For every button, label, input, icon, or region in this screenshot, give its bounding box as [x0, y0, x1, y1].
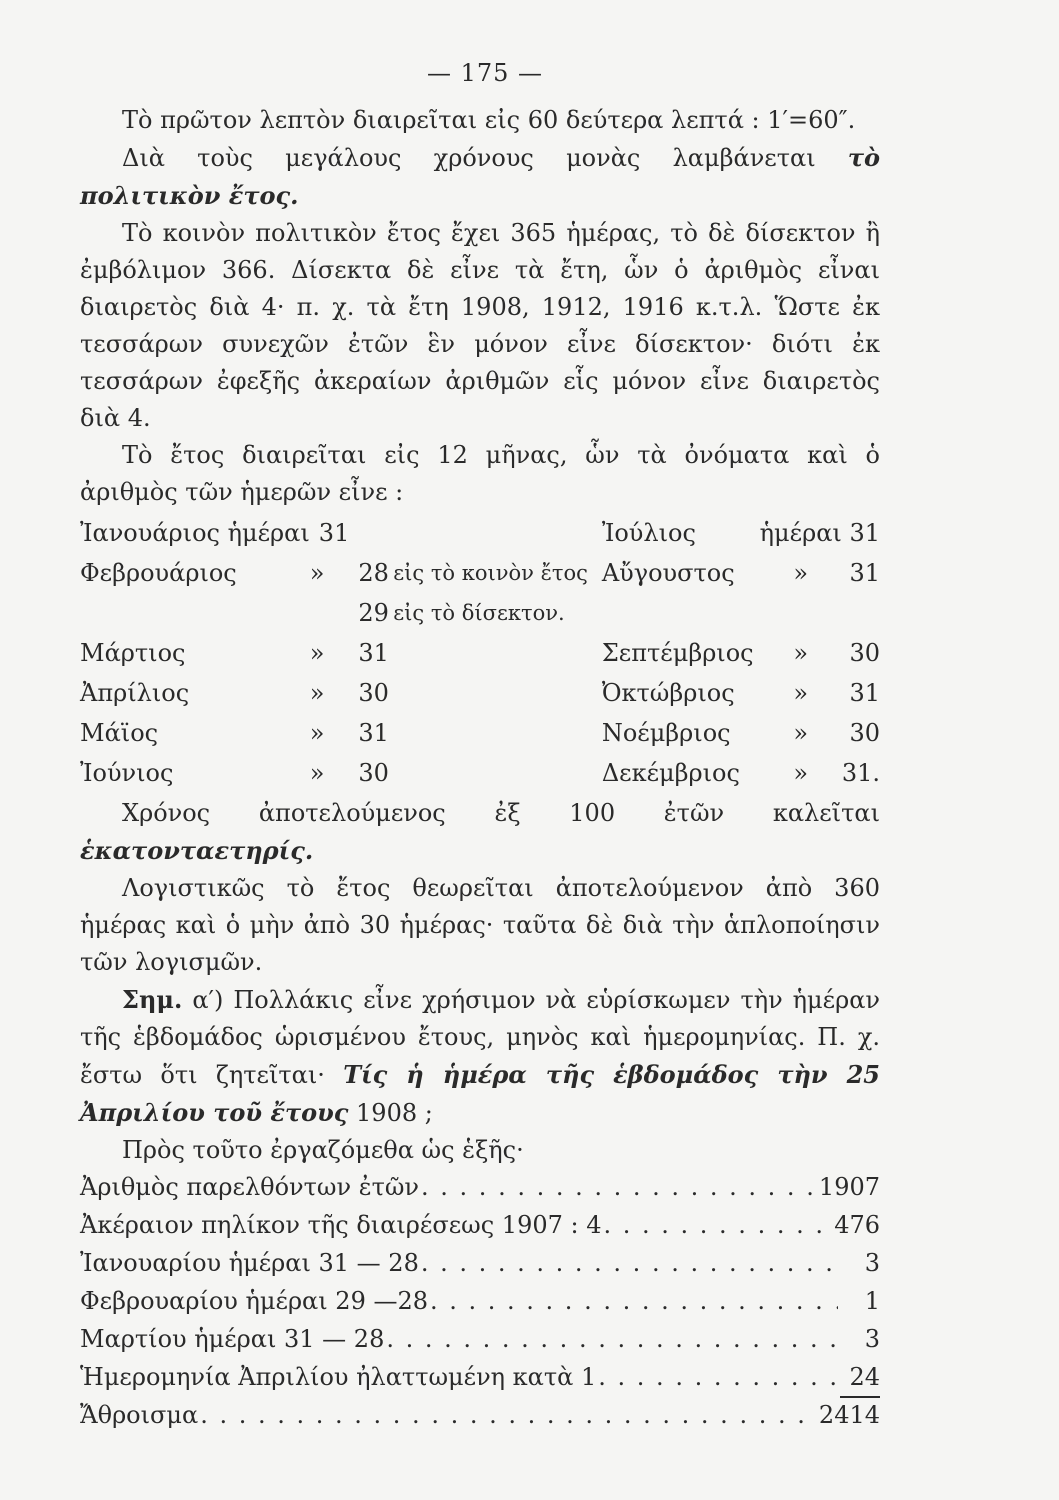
- month-unit: »: [309, 758, 325, 787]
- calc-label: Ἀκέραιον πηλίκον τῆς διαιρέσεως 1907 : 4: [80, 1211, 602, 1239]
- month-name: Αὔγουστος: [601, 558, 735, 587]
- term-century: ἑκατονταετηρίς.: [80, 836, 314, 865]
- month-unit: »: [793, 638, 809, 667]
- list-item: [80, 1359, 880, 1397]
- calc-value: 1907: [818, 1173, 880, 1201]
- month-days: 31: [849, 678, 880, 707]
- month-days: 31: [358, 638, 389, 667]
- calc-label: Ἀριθμὸς παρελθόντων ἐτῶν: [80, 1173, 420, 1201]
- note-text: α′) Πολλάκις εἶνε χρήσιμον νὰ εὑρίσκωμεν τὴν ἡμέραν τῆς ἑβδομάδος ὡρισμένου ἔτους, μηνὸς καὶ ἡμερομηνίας. Π. χ. ἔστω ὅτι ζητεῖται·: [80, 986, 880, 1089]
- month-name: Ἰούνιος: [80, 758, 174, 787]
- table-row: [80, 553, 880, 593]
- paragraph-months-intro: Τὸ ἔτος διαιρεῖται εἰς 12 μῆνας, ὧν τὰ ὀνόματα καὶ ὁ ἀριθμὸς τῶν ἡμερῶν εἶνε :: [80, 441, 880, 506]
- month-name: Φεβρουάριος: [80, 558, 237, 587]
- list-item: [80, 1169, 880, 1207]
- calc-value: 24: [840, 1359, 880, 1398]
- calc-value: 476: [834, 1211, 880, 1239]
- term-civil-year: τὸ πολιτικὸν ἔτος.: [80, 143, 880, 210]
- calc-value: 3: [864, 1325, 880, 1353]
- month-name: Ἀπρίλιος: [80, 678, 190, 707]
- paragraph-minutes: Τὸ πρῶτον λεπτὸν διαιρεῖται εἰς 60 δεύτερα λεπτά : 1′=60″.: [122, 106, 856, 134]
- list-item: [80, 1321, 880, 1359]
- document-page: [80, 55, 880, 1435]
- calc-label: Φεβρουαρίου ἡμέραι 29 —28: [80, 1287, 428, 1315]
- month-days: 31.: [841, 758, 880, 787]
- month-days: 29: [358, 598, 389, 627]
- page-number: — 175 —: [426, 59, 544, 87]
- month-days: 30: [358, 678, 389, 707]
- month-unit: »: [793, 758, 809, 787]
- list-item: [80, 1283, 880, 1321]
- paragraph-accounting-year: Λογιστικῶς τὸ ἔτος θεωρεῖται ἀποτελούμενον ἀπὸ 360 ἡμέρας καὶ ὁ μὴν ἀπὸ 30 ἡμέρας· ταῦτα δὲ διὰ τὴν ἁπλοποίησιν τῶν λογισμῶν.: [80, 874, 880, 976]
- month-days: 28: [358, 558, 389, 587]
- month-days: 31: [318, 518, 350, 547]
- month-days: 30: [849, 718, 880, 747]
- month-unit: »: [309, 718, 325, 747]
- month-note: εἰς τὸ δίσεκτον.: [393, 600, 565, 625]
- month-days: 31: [849, 558, 880, 587]
- month-name: Ἰανουάριος ἡμέραι: [80, 518, 310, 547]
- calculation-list: [80, 1169, 880, 1435]
- month-name: Νοέμβριος: [601, 718, 731, 747]
- table-row: [80, 713, 880, 753]
- month-days: 30: [358, 758, 389, 787]
- paragraph-century-text: Χρόνος ἀποτελούμενος ἐξ 100 ἐτῶν καλεῖται: [122, 799, 880, 827]
- calc-value: 3: [864, 1249, 880, 1277]
- month-name: Μάϊος: [80, 718, 159, 747]
- list-item: [80, 1245, 880, 1283]
- note-question: Τίς ἡ ἡμέρα τῆς ἑβδομάδος τὴν 25 Ἀπριλίου τοῦ ἔτους: [80, 1060, 880, 1127]
- paragraph-civil-year-text: Διὰ τοὺς μεγάλους χρόνους μονὰς λαμβάνεται: [122, 144, 848, 172]
- month-unit: »: [793, 718, 809, 747]
- paragraph-procedure: Πρὸς τοῦτο ἐργαζόμεθα ὡς ἑξῆς·: [122, 1136, 524, 1164]
- month-unit: »: [309, 558, 325, 587]
- month-note: [393, 513, 602, 553]
- month-days: 31: [358, 718, 389, 747]
- month-name: Ὀκτώβριος: [601, 678, 735, 707]
- calc-total: 2414: [818, 1401, 880, 1429]
- paragraph-note: [80, 981, 880, 1132]
- list-item: [80, 1397, 880, 1435]
- month-days: 30: [849, 638, 880, 667]
- month-name: Ἰούλιος: [601, 518, 696, 547]
- calc-label: Ἰανουαρίου ἡμέραι 31 — 28: [80, 1249, 419, 1277]
- month-days: 31: [849, 518, 880, 547]
- table-row: [80, 593, 880, 633]
- calc-label: Μαρτίου ἡμέραι 31 — 28: [80, 1325, 385, 1353]
- month-unit: »: [309, 678, 325, 707]
- month-unit: »: [793, 678, 809, 707]
- note-end: 1908 ;: [348, 1099, 433, 1127]
- paragraph-civil-year: [80, 139, 880, 215]
- table-row: [80, 633, 880, 673]
- month-unit: »: [793, 558, 809, 587]
- month-name: Μάρτιος: [80, 638, 186, 667]
- calc-label: Ἄθροισμα: [80, 1401, 199, 1429]
- month-name: Σεπτέμβριος: [601, 638, 754, 667]
- table-row: [80, 673, 880, 713]
- calc-value: 1: [864, 1287, 880, 1315]
- paragraph-century: [80, 795, 880, 870]
- paragraph-leap-year: Τὸ κοινὸν πολιτικὸν ἔτος ἔχει 365 ἡμέρας, τὸ δὲ δίσεκτον ἢ ἐμβόλιμον 366. Δίσεκτα δὲ εἶνε τὰ ἔτη, ὧν ὁ ἀριθμὸς εἶναι διαιρετὸς διὰ 4· π. χ. τὰ ἔτη 1908, 1912, 1916 κ.τ.λ. Ὥστε ἐκ τεσσάρων συνεχῶν ἐτῶν ἓν μόνον εἶνε δίσεκτον· διότι ἐκ τεσσάρων ἐφεξῆς ἀκεραίων ἀριθμῶν εἷς μόνον εἶνε διαιρετὸς διὰ 4.: [80, 219, 880, 432]
- calc-label: Ἡμερομηνία Ἀπριλίου ἠλαττωμένη κατὰ 1: [80, 1363, 597, 1391]
- note-label: Σημ.: [122, 985, 183, 1014]
- list-item: [80, 1207, 880, 1245]
- month-unit: ἡμέραι: [759, 518, 842, 547]
- month-unit: »: [309, 638, 325, 667]
- month-name: Δεκέμβριος: [601, 758, 740, 787]
- table-row: [80, 513, 880, 553]
- months-table: [80, 513, 880, 793]
- month-note: εἰς τὸ κοινὸν ἔτος: [393, 560, 588, 585]
- table-row: [80, 753, 880, 793]
